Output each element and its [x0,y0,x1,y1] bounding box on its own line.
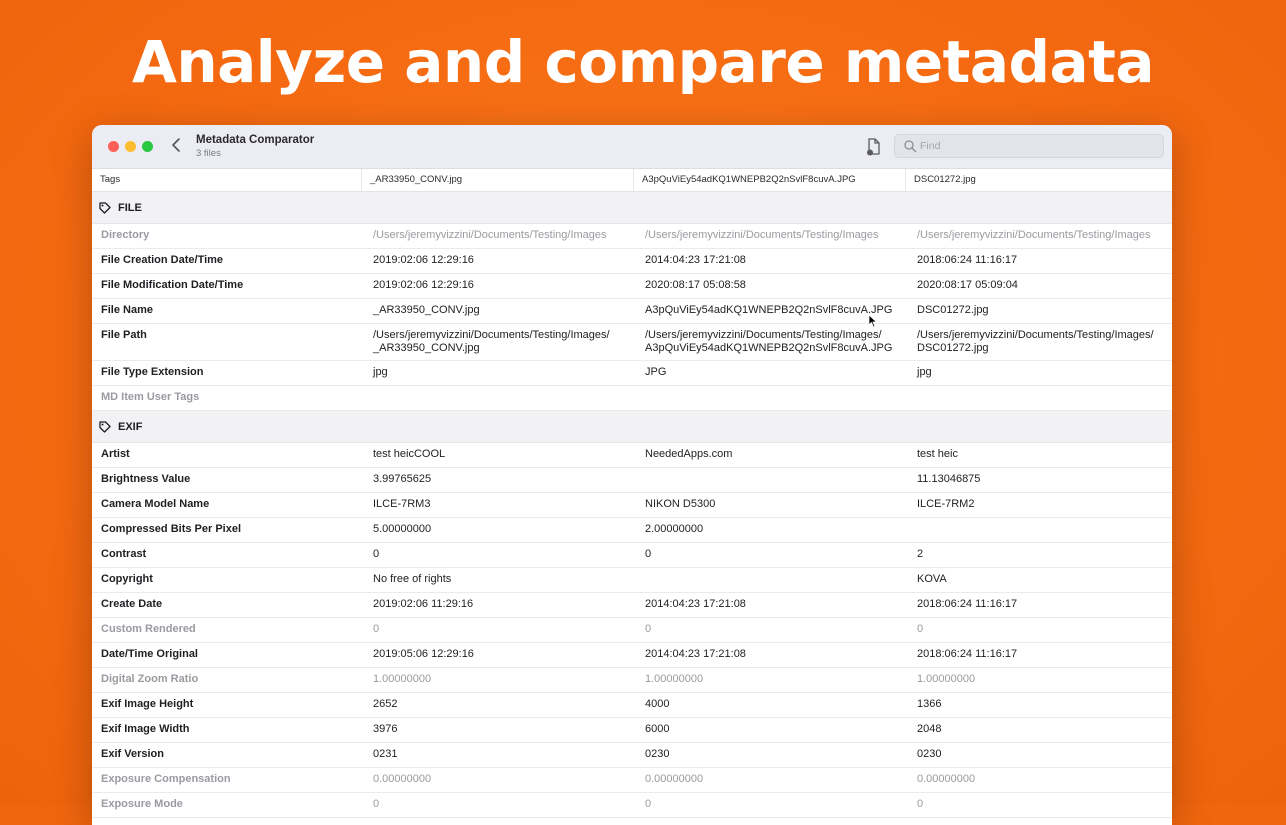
row-value: test heicCOOL [373,448,446,460]
table-row[interactable] [92,324,1172,361]
row-value: 1.00000000 [645,673,704,685]
row-value: 0 [645,623,652,635]
row-value: 0230 [645,748,670,760]
document-info-icon[interactable] [864,137,884,157]
table-row[interactable] [92,443,1172,468]
row-label: Artist [101,448,130,460]
row-value [908,386,1172,410]
row-label: Exif Version [101,748,164,760]
window-subtitle: 3 files [196,148,221,159]
table-row[interactable] [92,743,1172,768]
mouse-cursor-icon [868,314,878,328]
table-row[interactable] [92,593,1172,618]
column-header-file-1[interactable]: _AR33950_CONV.jpg [362,169,634,191]
row-label: Directory [101,229,150,241]
row-value: jpg [917,366,932,378]
column-headers [92,169,1172,192]
window-title: Metadata Comparator [196,134,315,146]
row-value: 0 [373,798,380,810]
row-value: DSC01272.jpg [917,304,989,316]
row-value: 2.00000000 [645,523,704,535]
row-value: ILCE-7RM3 [373,498,431,510]
table-row[interactable] [92,249,1172,274]
row-value: 3976 [373,723,398,735]
row-label: File Type Extension [101,366,204,378]
row-label: Exif Image Width [101,723,190,735]
section-header-file[interactable] [92,192,1172,224]
row-value: 0 [645,798,652,810]
row-value: jpg [373,366,388,378]
row-value: 3.99765625 [373,473,432,485]
table-row[interactable] [92,299,1172,324]
row-value: 6000 [645,723,670,735]
row-value: 2020:08:17 05:08:58 [645,279,746,291]
row-value: A3pQuViEy54adKQ1WNEPB2Q2nSvlF8cuvA.JPG [645,304,893,316]
table-row[interactable] [92,386,1172,411]
row-value: 1.00000000 [917,673,976,685]
table-row[interactable] [92,543,1172,568]
row-value: 2014:04:23 17:21:08 [645,254,746,266]
minimize-window-button[interactable] [125,141,136,152]
tag-icon [98,201,112,215]
table-row[interactable] [92,493,1172,518]
row-value: 2019:05:06 12:29:16 [373,648,474,660]
row-value [636,568,908,592]
row-value: _AR33950_CONV.jpg [373,304,480,316]
row-label: MD Item User Tags [101,391,200,403]
row-label: File Creation Date/Time [101,254,224,266]
row-value: /Users/jeremyvizzini/Documents/Testing/Images [645,229,879,241]
row-value: 2020:08:17 05:09:04 [917,279,1018,291]
row-value: 2019:02:06 12:29:16 [373,279,474,291]
row-value: /Users/jeremyvizzini/Documents/Testing/Images/ _AR33950_CONV.jpg [373,329,610,354]
row-value: 1366 [917,698,942,710]
row-value: /Users/jeremyvizzini/Documents/Testing/Images/ DSC01272.jpg [917,329,1154,354]
row-value [908,518,1172,542]
row-value: 0 [645,548,652,560]
row-value: /Users/jeremyvizzini/Documents/Testing/Images/ A3pQuViEy54adKQ1WNEPB2Q2nSvlF8cuvA.JPG [645,329,893,354]
row-label: Exposure Compensation [101,773,231,785]
table-row[interactable] [92,224,1172,249]
row-label: File Modification Date/Time [101,279,244,291]
section-title: FILE [118,201,142,214]
row-value: 2018:06:24 11:16:17 [917,254,1018,266]
app-window [92,125,1172,825]
row-value: NIKON D5300 [645,498,716,510]
row-value: 2014:04:23 17:21:08 [645,648,746,660]
row-label: File Path [101,329,147,341]
row-value: NeededApps.com [645,448,733,460]
row-value: 2014:04:23 17:21:08 [645,598,746,610]
row-value: 0.00000000 [917,773,976,785]
metadata-table [92,192,1172,818]
row-value: /Users/jeremyvizzini/Documents/Testing/Images [373,229,607,241]
row-value: 2048 [917,723,942,735]
row-value [636,386,908,410]
row-value: 4000 [645,698,670,710]
row-label: Compressed Bits Per Pixel [101,523,242,535]
row-value: 0.00000000 [373,773,432,785]
table-row[interactable] [92,643,1172,668]
tag-icon [98,420,112,434]
back-chevron-icon[interactable] [170,136,182,154]
search-placeholder: Find [920,140,941,152]
table-row[interactable] [92,568,1172,593]
row-value: 2652 [373,698,398,710]
row-value: 0.00000000 [645,773,704,785]
row-value: 2018:06:24 11:16:17 [917,648,1018,660]
row-value: test heic [917,448,958,460]
column-header-file-3[interactable]: DSC01272.jpg [914,174,976,185]
table-row[interactable] [92,718,1172,743]
table-row[interactable] [92,468,1172,493]
row-value: No free of rights [373,573,452,585]
column-header-tags[interactable]: Tags [92,169,362,191]
row-label: Brightness Value [101,473,191,485]
table-row[interactable] [92,618,1172,643]
row-label: Camera Model Name [101,498,210,510]
row-value [364,386,636,410]
row-value: 0 [373,548,380,560]
table-row[interactable] [92,793,1172,818]
section-title: EXIF [118,420,143,433]
row-value [636,468,908,492]
row-label: Custom Rendered [101,623,196,635]
close-window-button[interactable] [108,141,119,152]
row-label: Exif Image Height [101,698,194,710]
row-label: Digital Zoom Ratio [101,673,199,685]
zoom-window-button[interactable] [142,141,153,152]
row-label: Exposure Mode [101,798,183,810]
row-label: File Name [101,304,153,316]
row-value: 5.00000000 [373,523,432,535]
row-value: 2019:02:06 12:29:16 [373,254,474,266]
row-value: 11.13046875 [917,473,981,485]
row-value: ILCE-7RM2 [917,498,975,510]
row-label: Copyright [101,573,153,585]
table-row[interactable] [92,518,1172,543]
table-row[interactable] [92,274,1172,299]
row-value: 2019:02:06 11:29:16 [373,598,474,610]
search-icon [903,139,917,153]
row-label: Create Date [101,598,163,610]
row-value: 1.00000000 [373,673,432,685]
row-value: 2 [917,548,924,560]
row-label: Contrast [101,548,147,560]
row-value: 0 [373,623,380,635]
table-row[interactable] [92,668,1172,693]
row-value: /Users/jeremyvizzini/Documents/Testing/Images [917,229,1151,241]
row-value: 0231 [373,748,398,760]
search-field[interactable] [894,134,1164,158]
headline: Analyze and compare metadata [131,28,1155,96]
row-value: JPG [645,366,667,378]
row-label: Date/Time Original [101,648,198,660]
row-value: KOVA [917,573,947,585]
row-value: 0 [917,798,924,810]
table-row[interactable] [92,768,1172,793]
row-value: 0230 [917,748,942,760]
table-row[interactable] [92,693,1172,718]
row-value: 0 [917,623,924,635]
table-row[interactable] [92,361,1172,386]
column-header-file-2[interactable]: A3pQuViEy54adKQ1WNEPB2Q2nSvlF8cuvA.JPG [634,169,906,191]
title-bar [92,125,1172,169]
section-header-exif[interactable] [92,411,1172,443]
row-value: 2018:06:24 11:16:17 [917,598,1018,610]
